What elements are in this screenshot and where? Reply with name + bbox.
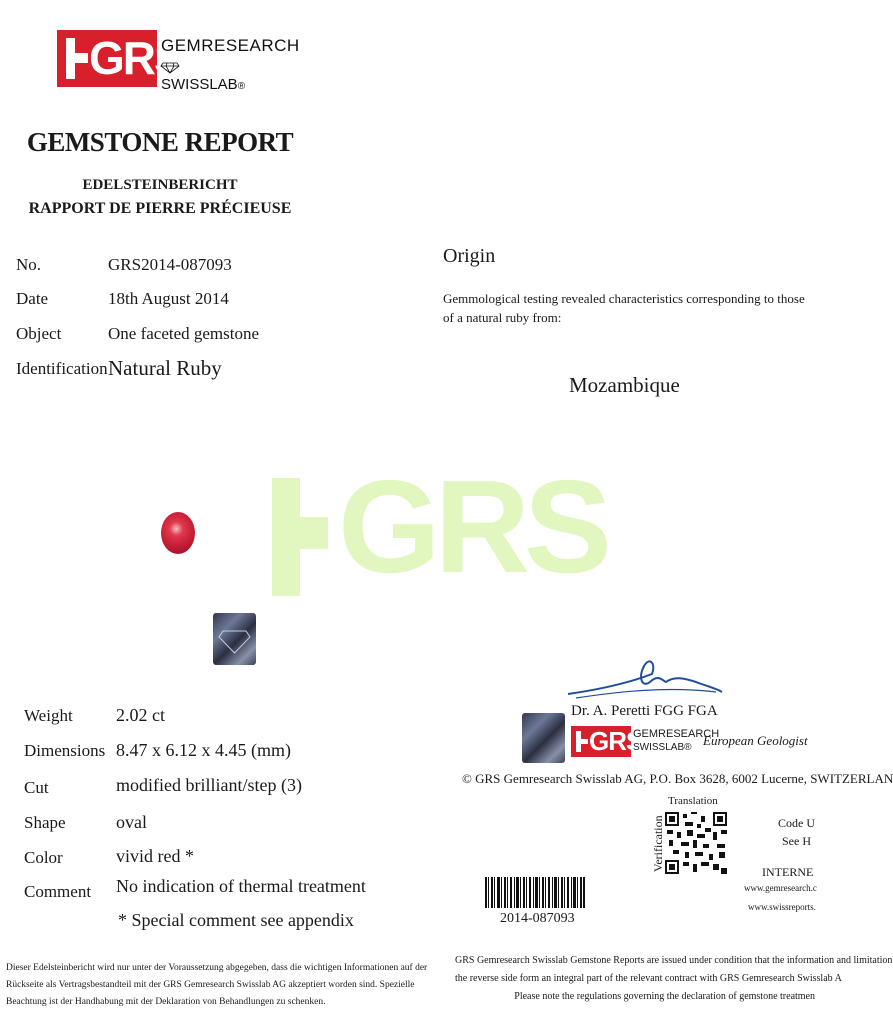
info-label-identification: Identification [16, 359, 108, 378]
grs-logo [57, 30, 300, 93]
footer-disclaimer-en [455, 952, 893, 1006]
signature-icon [566, 652, 726, 702]
footer-disclaimer-de [6, 960, 428, 1011]
detail-value-dimensions: 8.47 x 6.12 x 4.45 (mm) [116, 740, 291, 760]
detail-label-shape: Shape [24, 813, 66, 832]
qr-code-icon[interactable] [665, 812, 727, 874]
qr-site1: www.gemresearch.c [744, 883, 817, 893]
signature-name: Dr. A. Peretti FGG FGA [571, 703, 718, 719]
detail-value-shape: oval [116, 812, 147, 832]
report-subtitle-fr: RAPPORT DE PIERRE PRÉCIEUSE [28, 200, 292, 217]
logo-cross-bar [66, 53, 88, 63]
report-title: GEMSTONE REPORT [26, 127, 294, 157]
watermark-cross-bar [272, 517, 328, 549]
logo-line2-wrap [161, 59, 262, 93]
info-label-no: No. [16, 255, 42, 274]
detail-value-cut: modified brilliant/step (3) [116, 775, 302, 795]
ruby-gemstone-photo [161, 512, 195, 554]
detail-label-weight: Weight [24, 706, 73, 725]
qr-code-line1: Code U [778, 816, 815, 830]
detail-value-color: vivid red * [116, 846, 194, 866]
diamond-hologram-icon [213, 613, 256, 665]
hologram-seal-icon [213, 613, 256, 665]
logo-line1: GEMRESEARCH [161, 36, 300, 55]
small-logo-red-box [571, 726, 643, 757]
detail-label-color: Color [24, 848, 63, 867]
qr-code-line2: See H [782, 834, 811, 848]
detail-value-comment: No indication of thermal treatment [116, 876, 366, 896]
grs-logo-small [571, 726, 720, 757]
small-logo-cross-bar [576, 739, 588, 744]
origin-heading: Origin [443, 245, 496, 267]
copyright-address: © GRS Gemresearch Swisslab AG, P.O. Box 3628, 6002 Lucerne, SWITZERLAN [462, 771, 893, 786]
qr-verification-label: Verification [651, 815, 665, 872]
info-label-date: Date [16, 289, 49, 308]
report-subtitle-de: EDELSTEINBERICHT [82, 177, 238, 193]
diamond-icon [161, 63, 179, 73]
footer-en-line2: the reverse side form an integral part of the relevant contract with GRS Gemresearch Swisslab A [455, 973, 842, 984]
info-value-no: GRS2014-087093 [108, 255, 232, 274]
origin-text-line1: Gemmological testing revealed characteristics corresponding to those [443, 291, 805, 306]
footer-en-line3: Please note the regulations governing the declaration of gemstone treatmen [514, 991, 815, 1002]
detail-value-weight: 2.02 ct [116, 705, 165, 725]
footer-de-line3: Beachtung ist der Handhabung mit der Deklaration von Behandlungen zu schenken. [6, 997, 326, 1007]
logo-mark-text: GRS [89, 32, 183, 84]
footer-en-line1: GRS Gemresearch Swisslab Gemstone Reports are issued under condition that the information and limitation [455, 955, 893, 966]
footer-de-line2: Rückseite als Vertragsbestandteil mit der GRS Gemresearch Swisslab AG akzeptiert worden sind. Spezielle [6, 980, 415, 990]
qr-site2: www.swissreports. [748, 902, 816, 912]
small-logo-line1: GEMRESEARCH [633, 728, 720, 740]
registered-mark: ® [237, 81, 246, 92]
signature-title: European Geologist [703, 733, 808, 748]
grs-watermark [272, 453, 607, 602]
small-logo-line2: SWISSLAB® [633, 742, 692, 753]
barcode-icon [485, 877, 585, 908]
detail-label-cut: Cut [24, 778, 49, 797]
barcode-number: 2014-087093 [500, 911, 575, 926]
signature-hologram-icon [522, 713, 565, 763]
qr-internet-label: INTERNE [762, 865, 814, 879]
logo-red-box [57, 30, 183, 87]
info-label-object: Object [16, 324, 62, 343]
logo-line2: SWISSLAB [161, 76, 238, 93]
small-logo-mark-text: GRS [589, 726, 643, 756]
footer-de-line1: Dieser Edelsteinbericht wird nur unter der Voraussetzung abgegeben, dass die wichtigen Informationen auf der [6, 963, 428, 973]
origin-text [443, 289, 805, 327]
detail-label-comment: Comment [24, 882, 92, 901]
appendix-note: * Special comment see appendix [118, 910, 354, 930]
origin-country: Mozambique [569, 373, 680, 397]
watermark-text: GRS [338, 453, 607, 600]
qr-translation-label: Translation [668, 795, 718, 807]
origin-text-line2: of a natural ruby from: [443, 310, 562, 325]
detail-label-dimensions: Dimensions [24, 741, 106, 760]
info-value-object: One faceted gemstone [108, 324, 260, 343]
info-value-date: 18th August 2014 [108, 289, 229, 308]
info-value-identification: Natural Ruby [108, 356, 222, 380]
